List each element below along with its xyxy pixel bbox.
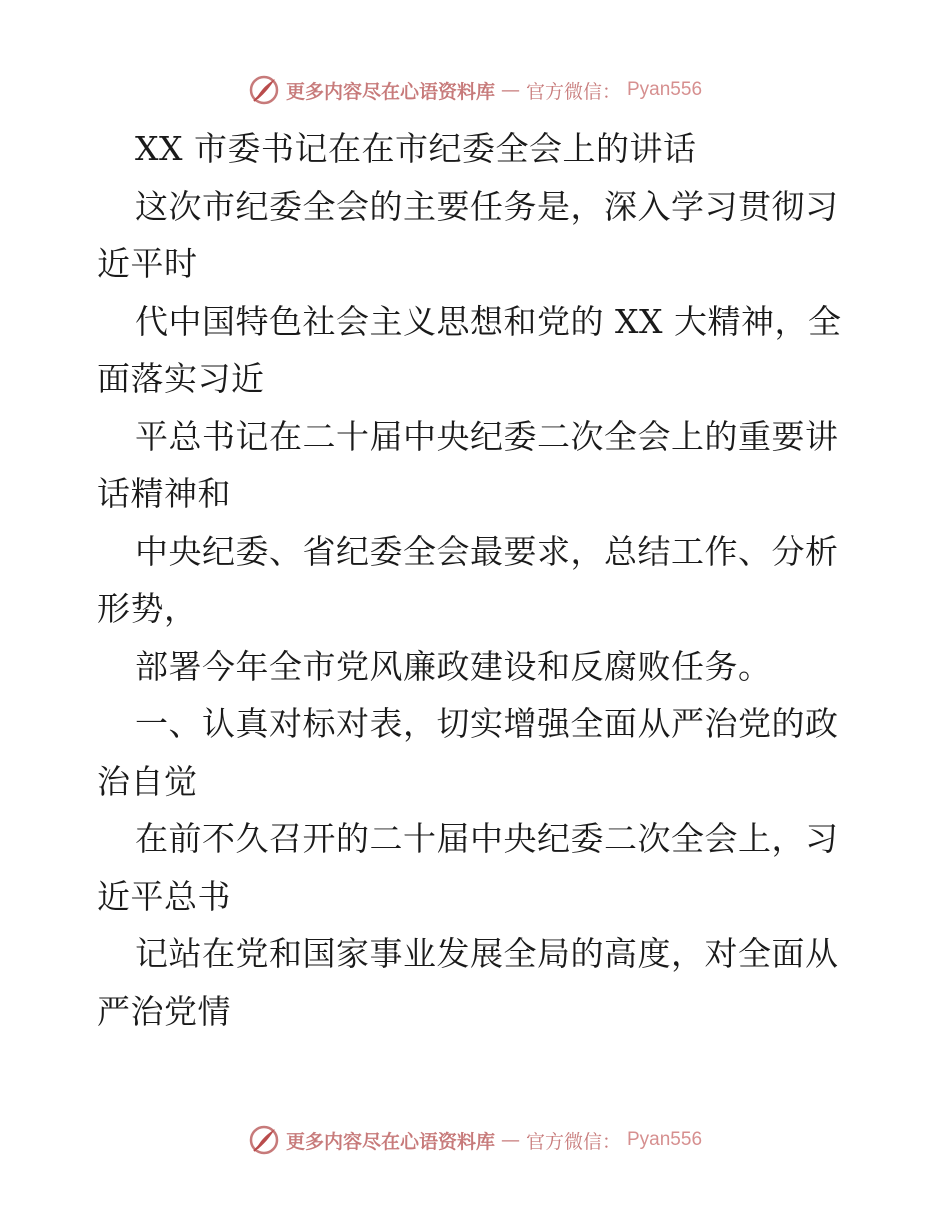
wechat-handle: Pyan556 bbox=[627, 1129, 703, 1150]
text-line: 形势， bbox=[97, 589, 198, 628]
text-line: 代中国特色社会主义思想和党的 XX 大精神，全 bbox=[135, 301, 842, 341]
banner-dash: — bbox=[500, 79, 520, 101]
text-line: 话精神和 bbox=[97, 474, 231, 513]
text-line: 面落实习近 bbox=[97, 359, 265, 398]
wechat-handle: Pyan556 bbox=[627, 79, 703, 100]
site-slogan: 更多内容尽在心语资料库 bbox=[285, 80, 495, 103]
text-line: 近平时 bbox=[97, 244, 198, 283]
text-line: 严治党情 bbox=[97, 991, 231, 1031]
wechat-label: 官方微信： bbox=[525, 80, 621, 103]
quill-logo-icon bbox=[248, 1124, 280, 1156]
site-slogan: 更多内容尽在心语资料库 bbox=[285, 1130, 495, 1153]
text-line: 治自觉 bbox=[97, 761, 198, 801]
header-banner bbox=[0, 70, 950, 110]
document-body bbox=[97, 120, 857, 1040]
text-line: 中央纪委、省纪委全会最要求，总结工作、分析 bbox=[135, 531, 839, 571]
text-line: 在前不久召开的二十届中央纪委二次全会上，习 bbox=[135, 819, 839, 858]
footer-banner bbox=[0, 1120, 950, 1160]
text-line: 平总书记在二十届中央纪委二次全会上的重要讲 bbox=[135, 416, 839, 456]
text-line: 部署今年全市党风廉政建设和反腐败任务。 bbox=[135, 646, 772, 686]
text-line: 近平总书 bbox=[97, 876, 231, 916]
banner-dash: — bbox=[500, 1129, 520, 1151]
quill-logo-icon bbox=[248, 74, 280, 106]
text-line: 记站在党和国家事业发展全局的高度，对全面从 bbox=[135, 934, 839, 973]
wechat-label: 官方微信： bbox=[525, 1130, 621, 1153]
text-line: XX 市委书记在在市纪委全会上的讲话 bbox=[135, 129, 697, 168]
text-line: 一、认真对标对表，切实增强全面从严治党的政 bbox=[135, 704, 839, 743]
text-line: 这次市纪委全会的主要任务是，深入学习贯彻习 bbox=[135, 186, 839, 226]
